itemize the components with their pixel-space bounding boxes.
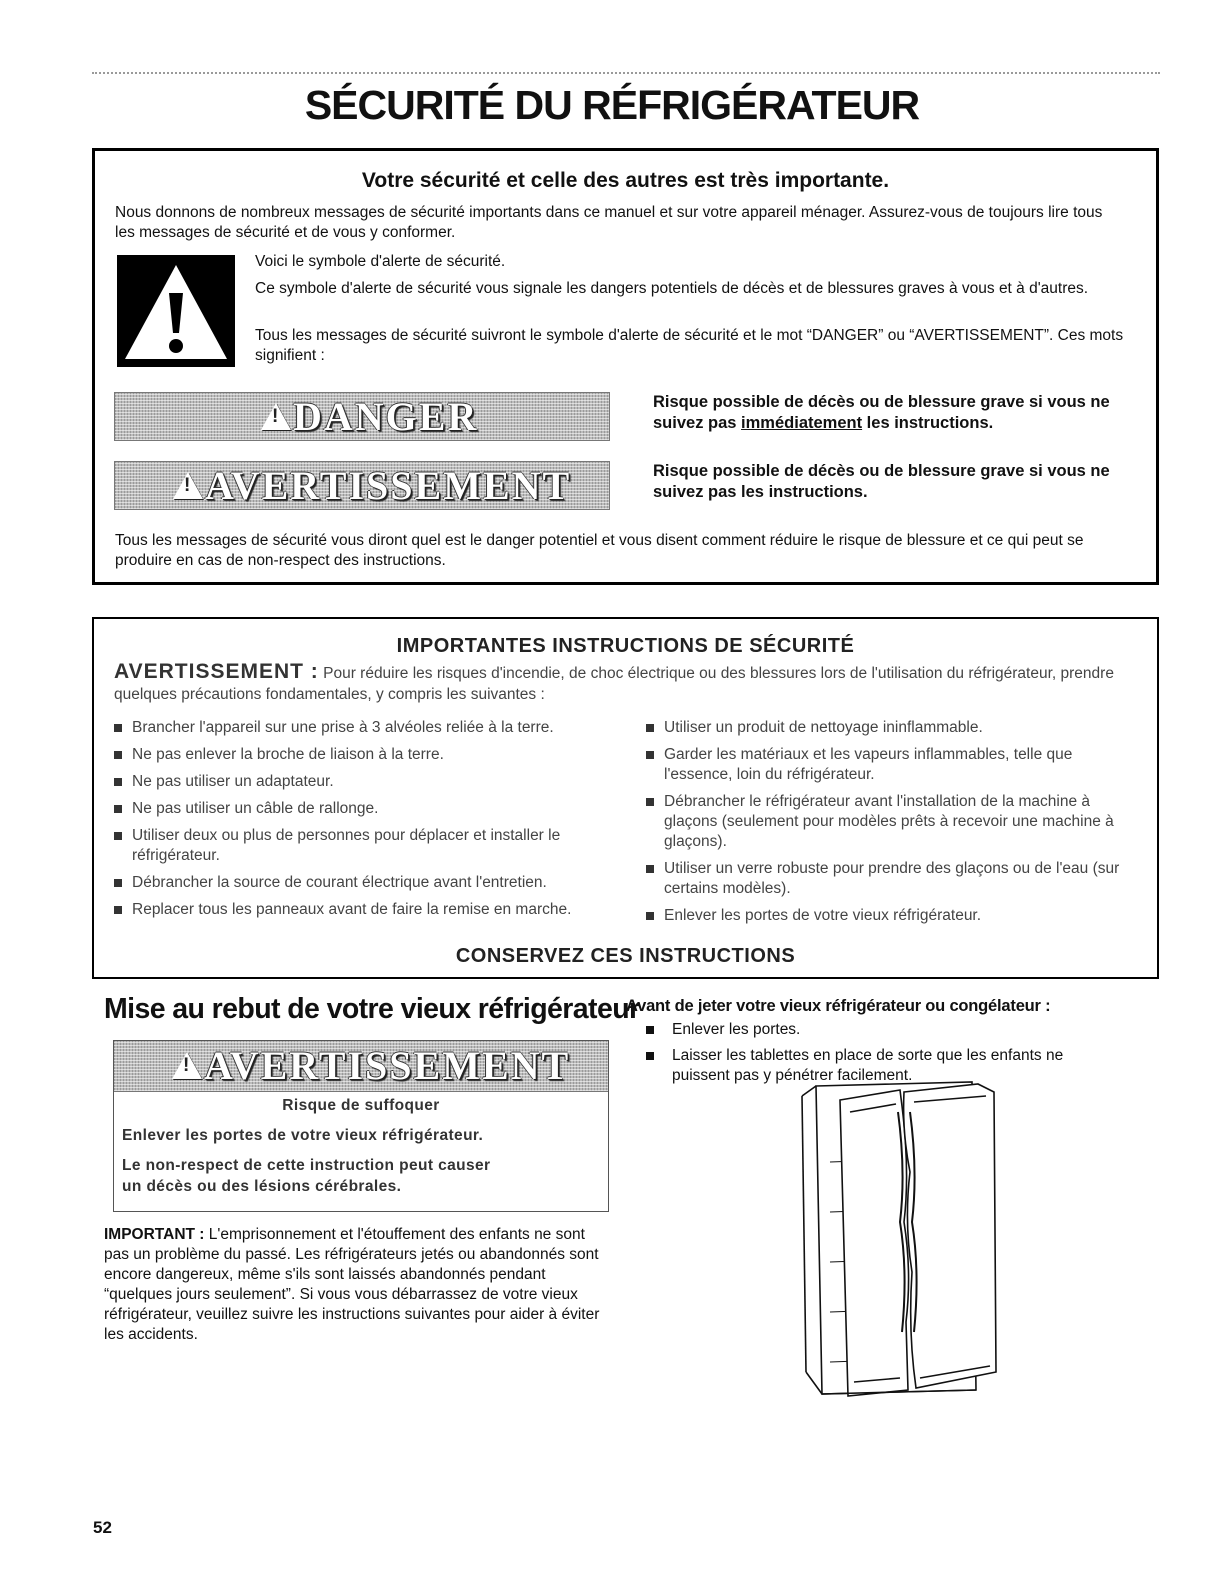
important-instructions-box bbox=[92, 617, 1159, 979]
important-label: IMPORTANT : bbox=[104, 1226, 205, 1243]
square-bullet-icon bbox=[114, 832, 122, 840]
list-item-text: Utiliser deux ou plus de personnes pour déplacer et installer le réfrigérateur. bbox=[132, 827, 561, 864]
danger-text-after: les instructions. bbox=[862, 414, 994, 432]
remove-doors-line: Enlever les portes de votre vieux réfrigérateur. bbox=[122, 1127, 484, 1144]
square-bullet-icon bbox=[646, 798, 654, 806]
safety-box-heading: Votre sécurité et celle des autres est très importante. bbox=[361, 169, 890, 192]
list-item-text: Ne pas enlever la broche de liaison à la terre. bbox=[132, 746, 444, 763]
square-bullet-icon bbox=[114, 879, 122, 887]
danger-description bbox=[653, 392, 1153, 434]
danger-banner bbox=[114, 392, 610, 441]
list-item bbox=[644, 859, 1144, 899]
alert-triangle-icon bbox=[173, 472, 203, 499]
list-item bbox=[112, 873, 622, 893]
list-item bbox=[112, 900, 582, 920]
consequence-line-1: Le non-respect de cette instruction peut causer bbox=[122, 1157, 491, 1174]
square-bullet-icon bbox=[114, 724, 122, 732]
list-item-text: Débrancher la source de courant électrique avant l'entretien. bbox=[132, 874, 547, 891]
square-bullet-icon bbox=[114, 751, 122, 759]
suffocation-risk: Risque de suffoquer bbox=[282, 1097, 440, 1114]
list-item bbox=[644, 792, 1144, 852]
before-disposal-heading: Avant de jeter votre vieux réfrigérateur ou congélateur : bbox=[626, 997, 1051, 1015]
square-bullet-icon bbox=[114, 778, 122, 786]
danger-label: DANGER bbox=[293, 394, 479, 439]
square-bullet-icon bbox=[646, 865, 654, 873]
safety-outro: Tous les messages de sécurité vous diront quel est le danger potentiel et vous disent comment réduire le risque de blessure et ce qui peut se produire en cas de non-respect des instructions. bbox=[115, 532, 1084, 569]
list-item-text: Brancher l'appareil sur une prise à 3 alvéoles reliée à la terre. bbox=[132, 719, 554, 736]
list-item bbox=[644, 906, 1144, 926]
list-item-text: Enlever les portes. bbox=[672, 1021, 801, 1038]
safety-intro: Nous donnons de nombreux messages de sécurité importants dans ce manuel et sur votre appareil ménager. Assurez-vous de toujours lire tous les messages de sécurité et de vous y conformer. bbox=[115, 204, 1103, 241]
list-item bbox=[112, 799, 622, 819]
instructions-warning bbox=[114, 661, 1134, 705]
safety-alert-triangle-icon bbox=[117, 255, 235, 367]
top-dotted-rule bbox=[92, 72, 1160, 74]
list-item bbox=[644, 718, 1144, 738]
list-item bbox=[112, 745, 622, 765]
disposal-banner-text bbox=[172, 1044, 570, 1088]
page-title: SÉCURITÉ DU RÉFRIGÉRATEUR bbox=[304, 82, 920, 128]
warning-banner bbox=[114, 461, 610, 510]
instructions-heading: IMPORTANTES INSTRUCTIONS DE SÉCURITÉ bbox=[396, 635, 855, 657]
safety-alert-symbol bbox=[117, 255, 235, 367]
instructions-left-list bbox=[112, 718, 622, 927]
danger-text-before: Risque possible de décès ou de blessure grave si vous ne suivez pas bbox=[653, 393, 1110, 432]
list-item bbox=[644, 745, 1144, 785]
square-bullet-icon bbox=[646, 751, 654, 759]
square-bullet-icon bbox=[646, 1026, 654, 1034]
danger-banner-text bbox=[261, 395, 478, 439]
square-bullet-icon bbox=[114, 906, 122, 914]
list-item-text: Ne pas utiliser un adaptateur. bbox=[132, 773, 334, 790]
symbol-paragraph-1: Voici le symbole d'alerte de sécurité. bbox=[255, 253, 506, 270]
danger-text-underlined: immédiatement bbox=[741, 414, 863, 432]
list-item-text: Ne pas utiliser un câble de rallonge. bbox=[132, 800, 379, 817]
suffocation-warning-box bbox=[113, 1040, 609, 1212]
instructions-right-list bbox=[644, 718, 1144, 933]
square-bullet-icon bbox=[114, 805, 122, 813]
list-item bbox=[112, 772, 622, 792]
alert-triangle-icon bbox=[172, 1052, 202, 1079]
list-item bbox=[112, 826, 610, 866]
important-paragraph bbox=[104, 1225, 609, 1345]
side-by-side-refrigerator-icon bbox=[796, 1072, 1036, 1402]
square-bullet-icon bbox=[646, 912, 654, 920]
instructions-footer: CONSERVEZ CES INSTRUCTIONS bbox=[455, 945, 796, 967]
warning-label: AVERTISSEMENT bbox=[205, 463, 572, 508]
instructions-warning-text: Pour réduire les risques d'incendie, de choc électrique ou des blessures lors de l'utilisation du réfrigérateur, prendre quelques précautions fondamentales, y compris les suivantes : bbox=[114, 665, 1114, 703]
list-item-text: Replacer tous les panneaux avant de faire la remise en marche. bbox=[132, 901, 572, 918]
safety-message-box bbox=[92, 148, 1159, 585]
important-text: L'emprisonnement et l'étouffement des enfants ne sont pas un problème du passé. Les réfrigérateurs jetés ou abandonnés sont encore dangereux, même s'ils sont laissés abandonnés pendant “quelques jours seulement”. Si vous vous débarrassez de votre vieux réfrigérateur, veuillez suivre les instructions suivantes pour aider à éviter les accidents. bbox=[104, 1226, 600, 1343]
list-item-text: Enlever les portes de votre vieux réfrigérateur. bbox=[664, 907, 982, 924]
square-bullet-icon bbox=[646, 724, 654, 732]
disposal-warning-banner bbox=[114, 1041, 608, 1092]
instructions-warning-label: AVERTISSEMENT : bbox=[114, 660, 319, 683]
warning-banner-text bbox=[173, 464, 571, 508]
alert-triangle-icon bbox=[261, 403, 291, 430]
disposal-banner-label: AVERTISSEMENT bbox=[204, 1043, 571, 1088]
list-item-text: Utiliser un produit de nettoyage ininflammable. bbox=[664, 719, 983, 736]
list-item-text: Garder les matériaux et les vapeurs inflammables, telle que l'essence, loin du réfrigérateur. bbox=[664, 746, 1073, 783]
warning-description: Risque possible de décès ou de blessure grave si vous ne suivez pas les instructions. bbox=[653, 462, 1110, 501]
symbol-paragraph-2: Ce symbole d'alerte de sécurité vous signale les dangers potentiels de décès et de blessures graves à vous et à d'autres. bbox=[255, 280, 1089, 297]
list-item-text: Laisser les tablettes en place de sorte que les enfants ne puissent pas y pénétrer facilement. bbox=[672, 1047, 1064, 1084]
square-bullet-icon bbox=[646, 1052, 654, 1060]
disposal-title: Mise au rebut de votre vieux réfrigérateur bbox=[104, 993, 640, 1025]
symbol-paragraph-3: Tous les messages de sécurité suivront le symbole d'alerte de sécurité et le mot “DANGER” ou “AVERTISSEMENT”. Ces mots signifient : bbox=[255, 327, 1124, 364]
page-number: 52 bbox=[93, 1518, 112, 1537]
list-item bbox=[646, 1020, 1156, 1040]
list-item-text: Débrancher le réfrigérateur avant l'installation de la machine à glaçons (seulement pour modèles prêts à recevoir une machine à glaçons). bbox=[664, 793, 1114, 850]
list-item-text: Utiliser un verre robuste pour prendre des glaçons ou de l'eau (sur certains modèles). bbox=[664, 860, 1120, 897]
list-item bbox=[112, 718, 622, 738]
consequence-line-2: un décès ou des lésions cérébrales. bbox=[122, 1178, 402, 1195]
